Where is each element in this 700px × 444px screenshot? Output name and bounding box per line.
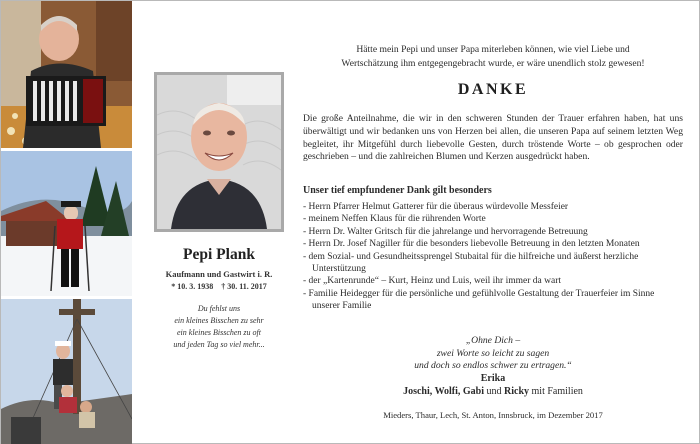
life-dates <box>147 282 291 291</box>
thanks-list <box>303 201 683 313</box>
poem-line: ein kleines Bisschen zu oft <box>177 328 261 337</box>
signer-last: Ricky <box>504 386 530 397</box>
quote-line: und doch so endlos schwer zu ertragen.“ <box>414 360 572 371</box>
list-item: - Herrn Pfarrer Helmut Gatterer für die überaus würdevolle Messfeier <box>303 202 569 212</box>
danke-heading: DANKE <box>457 81 529 98</box>
signer-erika: Erika <box>480 373 506 384</box>
photo-summit <box>1 299 132 444</box>
photo-column <box>1 1 132 444</box>
photo-accordion <box>1 1 132 148</box>
quote-line: „Ohne Dich – <box>465 335 521 346</box>
place-date-footer: Mieders, Thaur, Lech, St. Anton, Innsbruck, im Dezember 2017 <box>383 410 603 420</box>
signer-names: Joschi, Wolfi, Gabi <box>403 386 485 397</box>
list-item: - Herrn Dr. Walter Gritsch für die jahrelange und hervorragende Betreuung <box>303 226 588 237</box>
list-item: - der „Kartenrunde“ – Kurt, Heinz und Luis, weil ihr immer da wart <box>303 276 561 287</box>
signer-suffix: mit Familien <box>531 386 583 397</box>
photo-snow <box>1 151 132 296</box>
signer-and: und <box>486 386 502 397</box>
intro-text <box>303 43 683 70</box>
quote-line: zwei Worte so leicht zu sagen <box>436 347 550 359</box>
closing-quote <box>303 335 683 373</box>
gratitude-paragraph: Die große Anteilnahme, die wir in den schweren Stunden der Trauer erfahren haben, hat uns überwältigt und wir bedanken uns von Herzen bei allen, die unseren Papa auf seinem letzten Weg begleitet, ihr Mitgefühl durch liebevolle Gesten, durch tröstende Worte – ob gesprochen oder geschrieben – und die zahlreichen Blumen und Kerzen ausgedrückt haben. <box>303 113 683 163</box>
poem-line: Du fehlst uns <box>197 304 241 313</box>
intro-line: Hätte mein Pepi und unser Papa miterleben können, wie viel Liebe und <box>356 44 630 55</box>
poem-line: ein kleines Bisschen zu sehr <box>174 316 264 325</box>
signers-family <box>303 386 683 397</box>
person-name: Pepi Plank <box>183 246 255 263</box>
poem-line: und jeden Tag so viel mehr... <box>173 340 265 349</box>
memorial-poem <box>147 303 291 351</box>
intro-line: Wertschätzung ihm entgegengebracht wurde, er wäre unendlich stolz gewesen! <box>341 57 645 69</box>
birth-date: * 10. 3. 1938 <box>171 282 214 291</box>
list-item: - Herrn Dr. Josef Nagiller für die besonders liebevolle Betreuung in den letzten Monaten <box>303 239 640 250</box>
list-item: - dem Sozial- und Gesundheitssprengel Stubaital für die hilfreiche und äußerst herzliche Unterstützung <box>303 251 639 275</box>
thanks-heading: Unser tief empfundener Dank gilt besonders <box>303 185 492 196</box>
list-item: - Familie Heidegger für die persönliche und gefühlvolle Gestaltung der Trauerfeier im Sinne unserer Familie <box>303 288 655 312</box>
death-date: † 30. 11. 2017 <box>221 282 267 291</box>
person-occupation: Kaufmann und Gastwirt i. R. <box>165 269 273 279</box>
portrait-photo <box>154 72 284 232</box>
list-item: - meinem Neffen Klaus für die rührenden Worte <box>303 214 486 225</box>
